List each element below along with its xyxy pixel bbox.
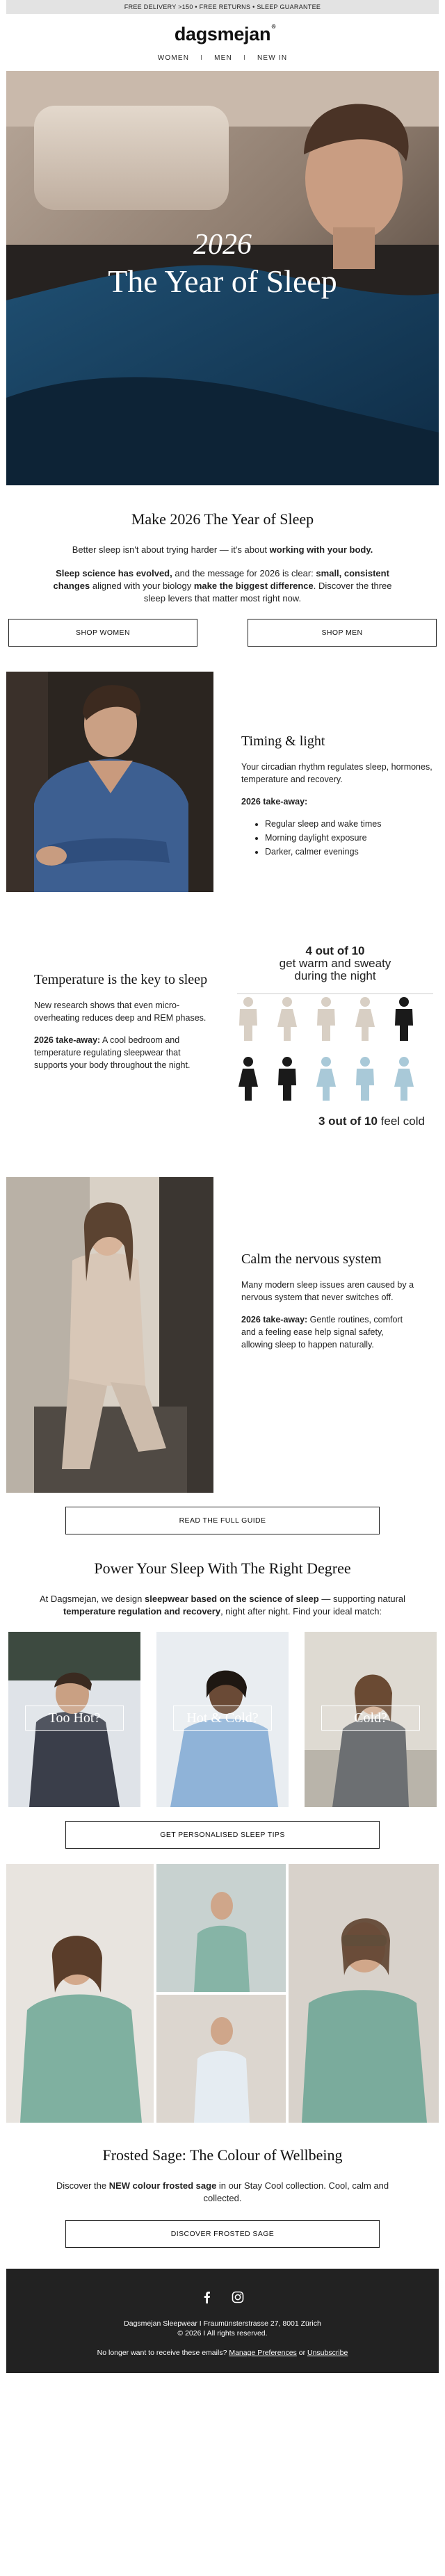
footer-unsubscribe — [6, 2348, 439, 2358]
intro-paragraph-1 — [49, 544, 396, 556]
intro-p1-bold: working with your body. — [269, 544, 373, 555]
footer-address: Dagsmejan Sleepwear I Fraumünsterstrasse 27, 8001 Zürich — [124, 2319, 321, 2328]
promo-bar — [6, 0, 439, 14]
temperature-copy — [6, 914, 232, 1138]
nav-separator: I — [200, 54, 204, 62]
shop-men-button[interactable]: SHOP MEN — [248, 619, 437, 647]
person-icon — [356, 1057, 374, 1101]
stat-top — [232, 945, 439, 982]
hero-year: 2026 — [193, 229, 252, 261]
tile-label: Hot & Cold? — [173, 1706, 272, 1731]
intro-p2-text-2: aligned with your biology — [90, 581, 194, 591]
person-icon — [395, 997, 413, 1041]
intro-p2-bold-1: Sleep science has evolved, — [56, 568, 172, 578]
tile-cold[interactable] — [305, 1632, 437, 1807]
temperature-takeaway-label: 2026 take-away: — [34, 1035, 101, 1045]
promo-bar-text: FREE DELIVERY >150 • FREE RETURNS • SLEEP GUARANTEE — [124, 3, 321, 10]
registered-mark: ® — [271, 24, 276, 30]
person-icon — [277, 997, 297, 1041]
degree-title: Power Your Sleep With The Right Degree — [94, 1560, 351, 1577]
stat-bottom — [318, 1115, 425, 1128]
degree-tiles — [6, 1632, 439, 1807]
tile-label: Cold? — [321, 1706, 420, 1731]
person-icon — [394, 1057, 414, 1101]
woman-beige-pyjama-image — [6, 1177, 213, 1493]
intro-paragraph-2 — [49, 567, 396, 605]
nervous-takeaway-label: 2026 take-away: — [241, 1315, 308, 1325]
sage-section — [6, 2146, 439, 2248]
email-container — [6, 0, 439, 2373]
nav-women[interactable]: WOMEN — [157, 54, 190, 62]
intro-p2-text-1: and the message for 2026 is clear: — [172, 568, 316, 578]
stat-top-text: get warm and sweaty during the night — [279, 957, 391, 982]
person-icon — [316, 1057, 336, 1101]
hero-text — [6, 228, 439, 300]
nav-new-in[interactable]: NEW IN — [257, 54, 288, 62]
person-icon — [238, 1057, 258, 1101]
person-icon — [239, 997, 257, 1041]
social-links — [6, 2291, 439, 2310]
sage-collage[interactable] — [6, 1864, 439, 2123]
discover-frosted-sage-button[interactable]: DISCOVER FROSTED SAGE — [65, 2220, 380, 2248]
nervous-copy — [213, 1177, 439, 1493]
sage-title: Frosted Sage: The Colour of Wellbeing — [102, 2146, 343, 2164]
person-icon — [355, 997, 375, 1041]
frosted-sage-collage-image — [6, 1864, 439, 2123]
intro-p2-bold-3: make the biggest difference — [193, 581, 314, 591]
temperature-title: Temperature is the key to sleep — [34, 972, 208, 987]
intro-p2-text-3: . Discover the three sleep levers that matter most right now. — [143, 581, 392, 604]
footer-or: or — [296, 2349, 307, 2357]
person-icon — [317, 997, 335, 1041]
sage-bold: NEW colour frosted sage — [108, 2180, 217, 2191]
degree-text-3: , night after night. Find your ideal match: — [220, 1606, 382, 1617]
intro-p1-text: Better sleep isn't about trying harder — it's about — [72, 544, 270, 555]
sage-text-1: Discover the — [56, 2180, 109, 2191]
degree-paragraph — [35, 1593, 410, 1618]
stat-bottom-number: 3 out of 10 — [318, 1115, 378, 1128]
temperature-body: New research shows that even micro-overheating reduces deep and REM phases. — [34, 1001, 207, 1023]
intro-p2-bold-2: small, consistent changes — [53, 568, 389, 591]
intro-title: Make 2026 The Year of Sleep — [131, 510, 314, 528]
unsubscribe-link[interactable]: Unsubscribe — [307, 2349, 348, 2357]
temperature-takeaway-text: A cool bedroom and temperature regulating sleepwear that supports your body throughout the night. — [34, 1035, 191, 1070]
footer — [6, 2269, 439, 2373]
shop-buttons — [6, 619, 439, 647]
stat-bottom-text: feel cold — [377, 1115, 425, 1128]
timing-section — [6, 672, 439, 892]
nervous-takeaway-text: Gentle routines, comfort and a feeling ease help signal safety, allowing sleep to happen naturally. — [241, 1315, 403, 1350]
intro-section — [6, 485, 439, 647]
sage-text-2: in our Stay Cool collection. Cool, calm and collected. — [203, 2180, 389, 2203]
list-item: • Morning daylight exposure — [265, 832, 439, 844]
list-item: • Regular sleep and wake times — [265, 818, 439, 830]
facebook-icon[interactable] — [201, 2291, 213, 2310]
nav-separator: I — [243, 54, 246, 62]
temperature-section — [6, 914, 439, 1138]
unsubscribe-text: No longer want to receive these emails? — [97, 2349, 229, 2357]
list-item: • Darker, calmer evenings — [265, 845, 439, 858]
brand-logo[interactable] — [174, 24, 276, 45]
read-guide-button[interactable]: READ THE FULL GUIDE — [65, 1507, 380, 1534]
timing-takeaway-label: 2026 take-away: — [241, 797, 308, 807]
tile-hot-and-cold[interactable] — [156, 1632, 289, 1807]
sleep-tips-button[interactable]: GET PERSONALISED SLEEP TIPS — [65, 1821, 380, 1849]
hero-banner[interactable] — [6, 71, 439, 485]
nervous-section — [6, 1177, 439, 1493]
man-blue-pyjama-image — [6, 672, 213, 892]
timing-takeaway — [241, 795, 439, 808]
degree-section — [6, 1560, 439, 1849]
timing-copy — [213, 672, 439, 892]
timing-list — [241, 818, 439, 858]
tile-label: Too Hot? — [25, 1706, 124, 1731]
instagram-icon[interactable] — [232, 2291, 244, 2310]
manage-preferences-link[interactable]: Manage Preferences — [229, 2349, 297, 2357]
nervous-body: Many modern sleep issues aren caused by a nervous system that never switches off. — [241, 1280, 414, 1302]
temperature-takeaway — [34, 1034, 211, 1071]
footer-rights: © 2026 I All rights reserved. — [177, 2329, 268, 2338]
tile-too-hot[interactable] — [8, 1632, 140, 1807]
degree-bold-1: sleepwear based on the science of sleep — [145, 1594, 319, 1604]
person-icon — [278, 1057, 296, 1101]
degree-text-2: — supporting natural — [318, 1594, 406, 1604]
nav-men[interactable]: MEN — [214, 54, 232, 62]
stat-top-number: 4 out of 10 — [305, 944, 365, 957]
degree-text-1: At Dagsmejan, we design — [39, 1594, 145, 1604]
nervous-takeaway — [241, 1313, 415, 1351]
brand-logo-text: dagsmejan — [174, 24, 271, 44]
nervous-image[interactable] — [6, 1177, 213, 1493]
timing-title: Timing & light — [241, 734, 325, 749]
people-icon-grid — [232, 989, 439, 1128]
sage-paragraph — [49, 2180, 396, 2205]
nervous-title: Calm the nervous system — [241, 1251, 382, 1267]
header — [6, 14, 439, 54]
shop-women-button[interactable]: SHOP WOMEN — [8, 619, 197, 647]
degree-bold-2: temperature regulation and recovery — [63, 1606, 221, 1617]
temperature-infographic — [232, 914, 439, 1138]
main-nav — [6, 54, 439, 71]
timing-image[interactable] — [6, 672, 213, 892]
hero-title: The Year of Sleep — [108, 264, 337, 299]
timing-body: Your circadian rhythm regulates sleep, hormones, temperature and recovery. — [241, 762, 432, 784]
